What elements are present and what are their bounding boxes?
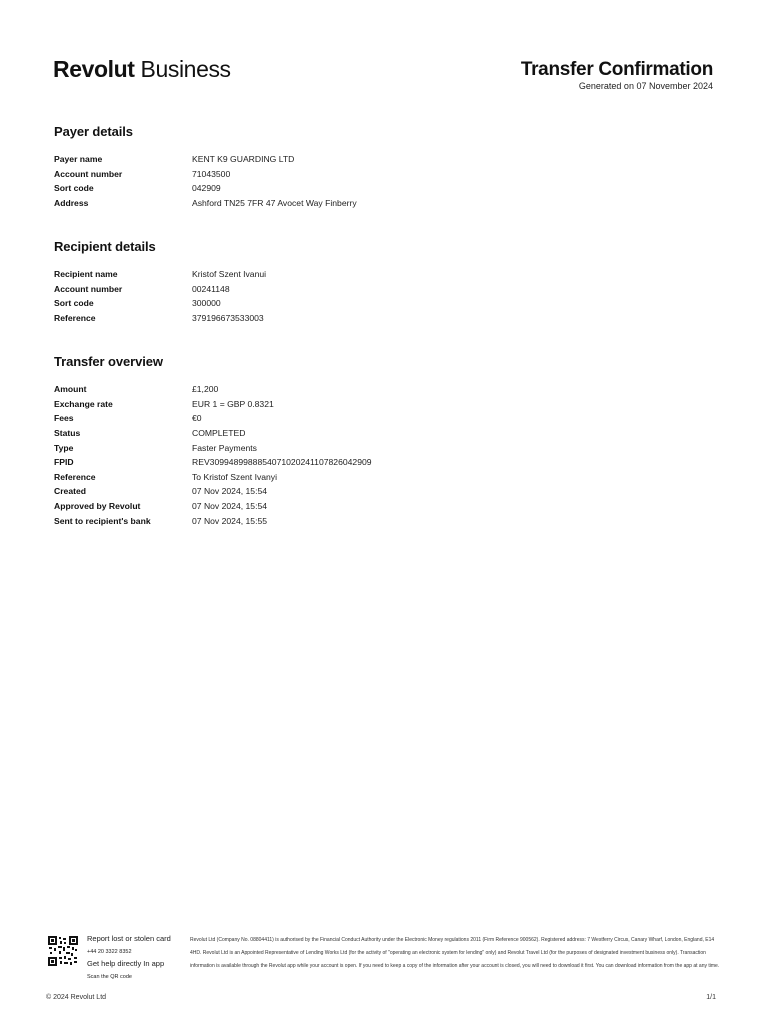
detail-label: Recipient name <box>54 269 118 280</box>
detail-value: KENT K9 GUARDING LTD <box>192 154 295 165</box>
detail-value: Kristof Szent Ivanui <box>192 269 267 280</box>
detail-value: COMPLETED <box>192 428 246 439</box>
transfer-overview-rows <box>54 382 714 528</box>
detail-label: Address <box>54 198 89 209</box>
detail-label: Created <box>54 486 86 497</box>
detail-label: Sent to recipient's bank <box>54 515 151 526</box>
detail-value: 07 Nov 2024, 15:55 <box>192 515 268 526</box>
detail-row <box>54 426 714 441</box>
generated-date: Generated on 07 November 2024 <box>578 81 713 91</box>
document-title: Transfer Confirmation <box>520 59 713 80</box>
detail-value: To Kristof Szent Ivanyi <box>192 471 278 482</box>
transfer-overview-section <box>54 354 714 528</box>
detail-row <box>54 311 714 326</box>
detail-value: Ashford TN25 7FR 47 Avocet Way Finberry <box>192 198 357 209</box>
detail-label: Sort code <box>54 298 94 309</box>
detail-label: Fees <box>54 413 74 424</box>
recipient-details-heading: Recipient details <box>54 239 156 254</box>
detail-row <box>54 181 714 196</box>
detail-label: Amount <box>54 384 87 395</box>
support-phone[interactable]: +44 20 3322 8352 <box>87 949 132 955</box>
detail-row <box>54 484 714 499</box>
legal-disclaimer: Revolut Ltd (Company No. 08804411) is authorised by the Financial Conduct Authority under the Electronic Money regulations 2011 (Firm Reference 900562). Registered address: 7 Westferry Circus, Canary Wharf, London, England, E14 4HD. Revolut Ltd is an Appointed Representative of Lending Works Ltd (for the activity of "operating an electronic system for lending" only) and Revolut Travel Ltd (for the purposes of designated investment business only). Transaction information is available through the Revolut app while your account is open. If you need to keep a copy of the information after your account is closed, you will need to download it first. You can download information from the app at any time. <box>190 937 720 969</box>
detail-label: Exchange rate <box>54 398 113 409</box>
report-lost-card-link[interactable]: Report lost or stolen card <box>87 934 171 943</box>
detail-row <box>54 296 714 311</box>
detail-label: Reference <box>54 471 96 482</box>
detail-value: EUR 1 = GBP 0.8321 <box>192 398 274 409</box>
detail-label: Account number <box>54 168 123 179</box>
detail-value: Faster Payments <box>192 442 257 453</box>
revolut-business-logo <box>53 55 231 83</box>
detail-row <box>54 455 714 470</box>
detail-row <box>54 282 714 297</box>
detail-value: €0 <box>192 413 202 424</box>
get-help-in-app: Get help directly In app <box>87 959 165 968</box>
detail-value: 07 Nov 2024, 15:54 <box>192 501 268 512</box>
scan-qr-hint: Scan the QR code <box>87 974 132 980</box>
detail-row <box>54 470 714 485</box>
recipient-details-section <box>54 239 714 325</box>
qr-code-icon <box>48 936 78 966</box>
detail-value: 71043500 <box>192 168 231 179</box>
logo-brand: Revolut <box>53 56 135 82</box>
payer-details-section <box>54 124 714 210</box>
detail-row <box>54 267 714 282</box>
detail-row <box>54 513 714 528</box>
transfer-overview-heading: Transfer overview <box>54 354 163 369</box>
detail-row <box>54 152 714 167</box>
detail-label: Approved by Revolut <box>54 501 141 512</box>
detail-label: Payer name <box>54 154 103 165</box>
recipient-details-rows <box>54 267 714 325</box>
detail-row <box>54 196 714 211</box>
payer-details-rows <box>54 152 714 210</box>
logo-suffix: Business <box>134 56 231 82</box>
detail-row <box>54 440 714 455</box>
detail-label: Status <box>54 428 81 439</box>
detail-value: 00241148 <box>192 283 230 294</box>
detail-row <box>54 397 714 412</box>
detail-row <box>54 167 714 182</box>
detail-label: Sort code <box>54 183 94 194</box>
detail-label: FPID <box>54 457 74 468</box>
detail-value: 300000 <box>192 298 221 309</box>
detail-value: £1,200 <box>192 384 219 395</box>
payer-details-heading: Payer details <box>54 124 133 139</box>
detail-label: Reference <box>54 313 96 324</box>
copyright: © 2024 Revolut Ltd <box>46 994 107 1001</box>
detail-value: 379196673533003 <box>192 313 264 324</box>
detail-row <box>54 499 714 514</box>
detail-value: REV3099489988854071020241107826042909 <box>192 457 372 468</box>
detail-label: Account number <box>54 283 123 294</box>
detail-value: 042909 <box>192 183 221 194</box>
detail-label: Type <box>54 442 74 453</box>
detail-row <box>54 382 714 397</box>
page-number: 1/1 <box>706 994 716 1001</box>
detail-row <box>54 411 714 426</box>
detail-value: 07 Nov 2024, 15:54 <box>192 486 268 497</box>
